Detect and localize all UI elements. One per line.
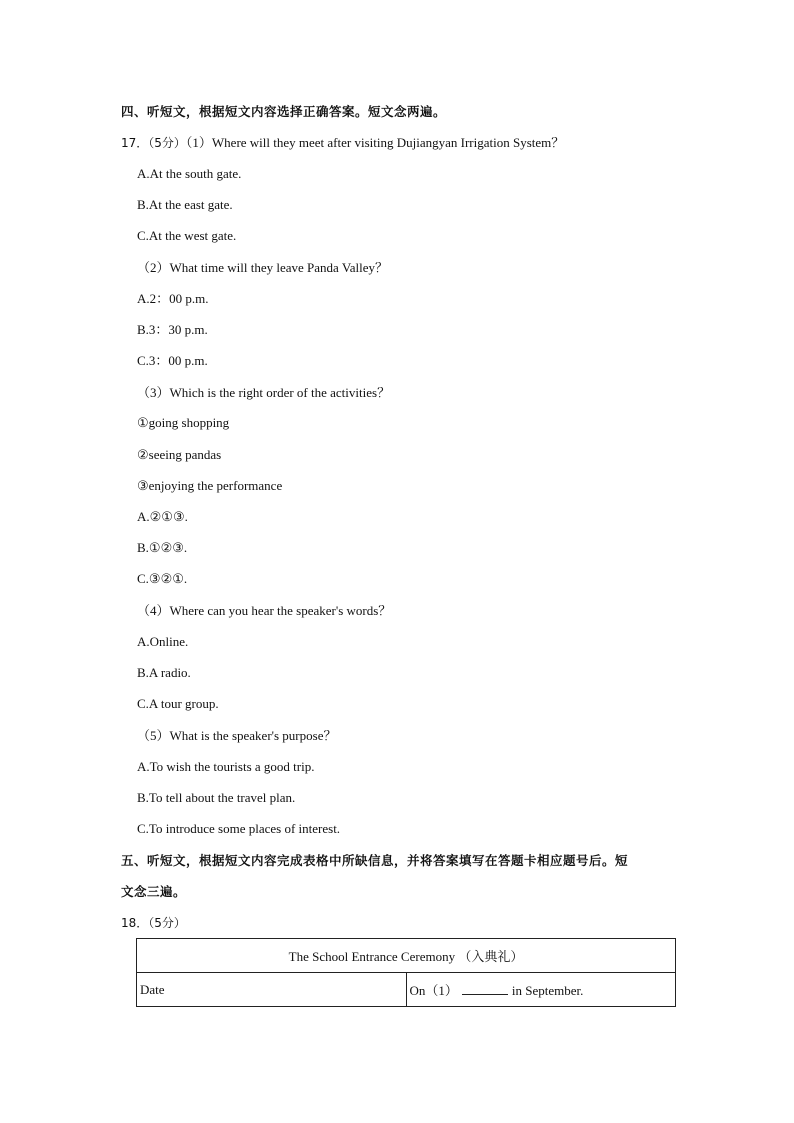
question-17-1-text: （1）Where will they meet after visiting Dujiangyan Irrigation System？ bbox=[185, 135, 565, 150]
table-row bbox=[137, 973, 676, 1007]
question-18-number: 18．（5分） bbox=[121, 916, 186, 930]
question-17-number: 17．（5分） bbox=[121, 136, 186, 150]
question-17-5-text: （5）What is the speaker's purpose？ bbox=[137, 728, 337, 743]
activity-3: ③enjoying the performance bbox=[137, 478, 283, 493]
option-17-5-b: B.To tell about the travel plan. bbox=[137, 790, 296, 805]
section-4-heading: 四、听短文，根据短文内容选择正确答案。短文念两遍。 bbox=[121, 104, 447, 119]
activity-2: ②seeing pandas bbox=[137, 447, 222, 462]
section-5-heading-line-2: 文念三遍。 bbox=[121, 884, 187, 899]
question-17-line bbox=[121, 134, 564, 152]
option-17-4-a: A.Online. bbox=[137, 634, 189, 649]
option-17-2-b: B.3：30 p.m. bbox=[137, 322, 208, 337]
option-17-3-c: C.③②①. bbox=[137, 571, 188, 586]
table-row-value-date bbox=[406, 973, 676, 1007]
table-title-row bbox=[137, 939, 676, 973]
option-17-1-a: A.At the south gate. bbox=[137, 166, 242, 181]
date-value-suffix: in September. bbox=[511, 983, 584, 998]
table-row-label-date: Date bbox=[137, 973, 407, 1007]
option-17-3-b: B.①②③. bbox=[137, 540, 188, 555]
section-5-heading-line-1: 五、听短文，根据短文内容完成表格中所缺信息，并将答案填写在答题卡相应题号后。短 bbox=[121, 853, 629, 868]
option-17-5-c: C.To introduce some places of interest. bbox=[137, 821, 341, 836]
option-17-2-c: C.3：00 p.m. bbox=[137, 353, 208, 368]
option-17-1-b: B.At the east gate. bbox=[137, 197, 233, 212]
option-17-4-b: B.A radio. bbox=[137, 665, 191, 680]
option-17-1-c: C.At the west gate. bbox=[137, 228, 237, 243]
answer-blank-1[interactable] bbox=[462, 982, 508, 995]
question-17-4-text: （4）Where can you hear the speaker's words？ bbox=[137, 603, 392, 618]
option-17-5-a: A.To wish the tourists a good trip. bbox=[137, 759, 315, 774]
date-value-prefix: On（1） bbox=[409, 983, 458, 998]
entrance-ceremony-table bbox=[136, 938, 676, 1007]
option-17-4-c: C.A tour group. bbox=[137, 696, 219, 711]
table-title: The School Entrance Ceremony （入典礼） bbox=[137, 939, 676, 973]
question-17-2-text: （2）What time will they leave Panda Valley？ bbox=[137, 260, 389, 275]
activity-1: ①going shopping bbox=[137, 415, 230, 430]
question-17-3-text: （3）Which is the right order of the activities？ bbox=[137, 385, 391, 400]
option-17-2-a: A.2：00 p.m. bbox=[137, 291, 209, 306]
option-17-3-a: A.②①③. bbox=[137, 509, 188, 524]
